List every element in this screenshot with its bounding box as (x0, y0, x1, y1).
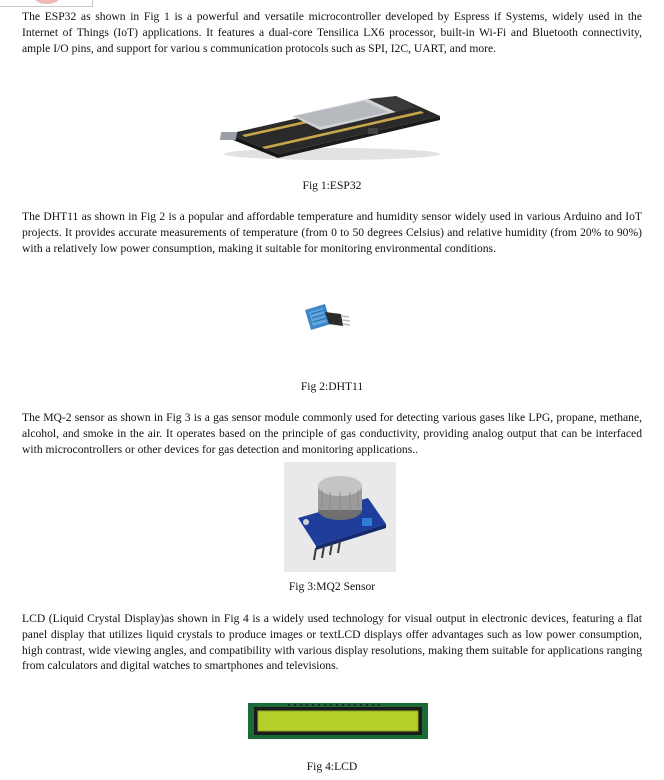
lcd-paragraph: LCD (Liquid Crystal Display)as shown in Fig 4 is a widely used technology for visual output in electronic devices, featuring a flat panel display that utilizes liquid crystals to produce images or textLCD displays offer advantages such as low power consumption, high contrast, wide viewing angles, and compatibility with various display resolutions, making them suitable for applications ranging from calculators and digital watches to smartphones and televisions. (22, 612, 642, 673)
fig3-caption: Fig 3:MQ2 Sensor (288, 580, 376, 593)
esp32-board-image (218, 82, 446, 162)
mq2-sensor-image (284, 462, 396, 572)
fig2-caption: Fig 2:DHT11 (300, 380, 364, 393)
dht11-paragraph: The DHT11 as shown in Fig 2 is a popular and affordable temperature and humidity sensor widely used in various Arduino and IoT projects. It provides accurate measurements of temperature (from 0 to 50 degrees Celsius) and relative humidity (from 20% to 90%) with a relatively low power consumption, making it suitable for monitoring environmental conditions. (22, 210, 642, 255)
dht11-sensor-image (301, 300, 351, 336)
esp32-paragraph: The ESP32 as shown in Fig 1 is a powerful and versatile microcontroller developed by Espress if Systems, widely used in the Internet of Things (IoT) applications. It features a dual-core Tensilica LX6 processor, built-in Wi-Fi and Bluetooth connectivity, ample I/O pins, and support for variou s communication protocols such as SPI, I2C, UART, and more. (22, 10, 642, 55)
lcd-display-image (248, 703, 428, 739)
fig4-caption: Fig 4:LCD (306, 760, 358, 773)
mq2-paragraph: The MQ-2 sensor as shown in Fig 3 is a gas sensor module commonly used for detecting various gases like LPG, propane, methane, alcohol, and smoke in the air. It operates based on the principle of gas conductivity, providing analog output that can be interfaced with microcontrollers or other devices for gas detection and monitoring applications.. (22, 411, 642, 456)
fig1-caption: Fig 1:ESP32 (302, 179, 362, 192)
